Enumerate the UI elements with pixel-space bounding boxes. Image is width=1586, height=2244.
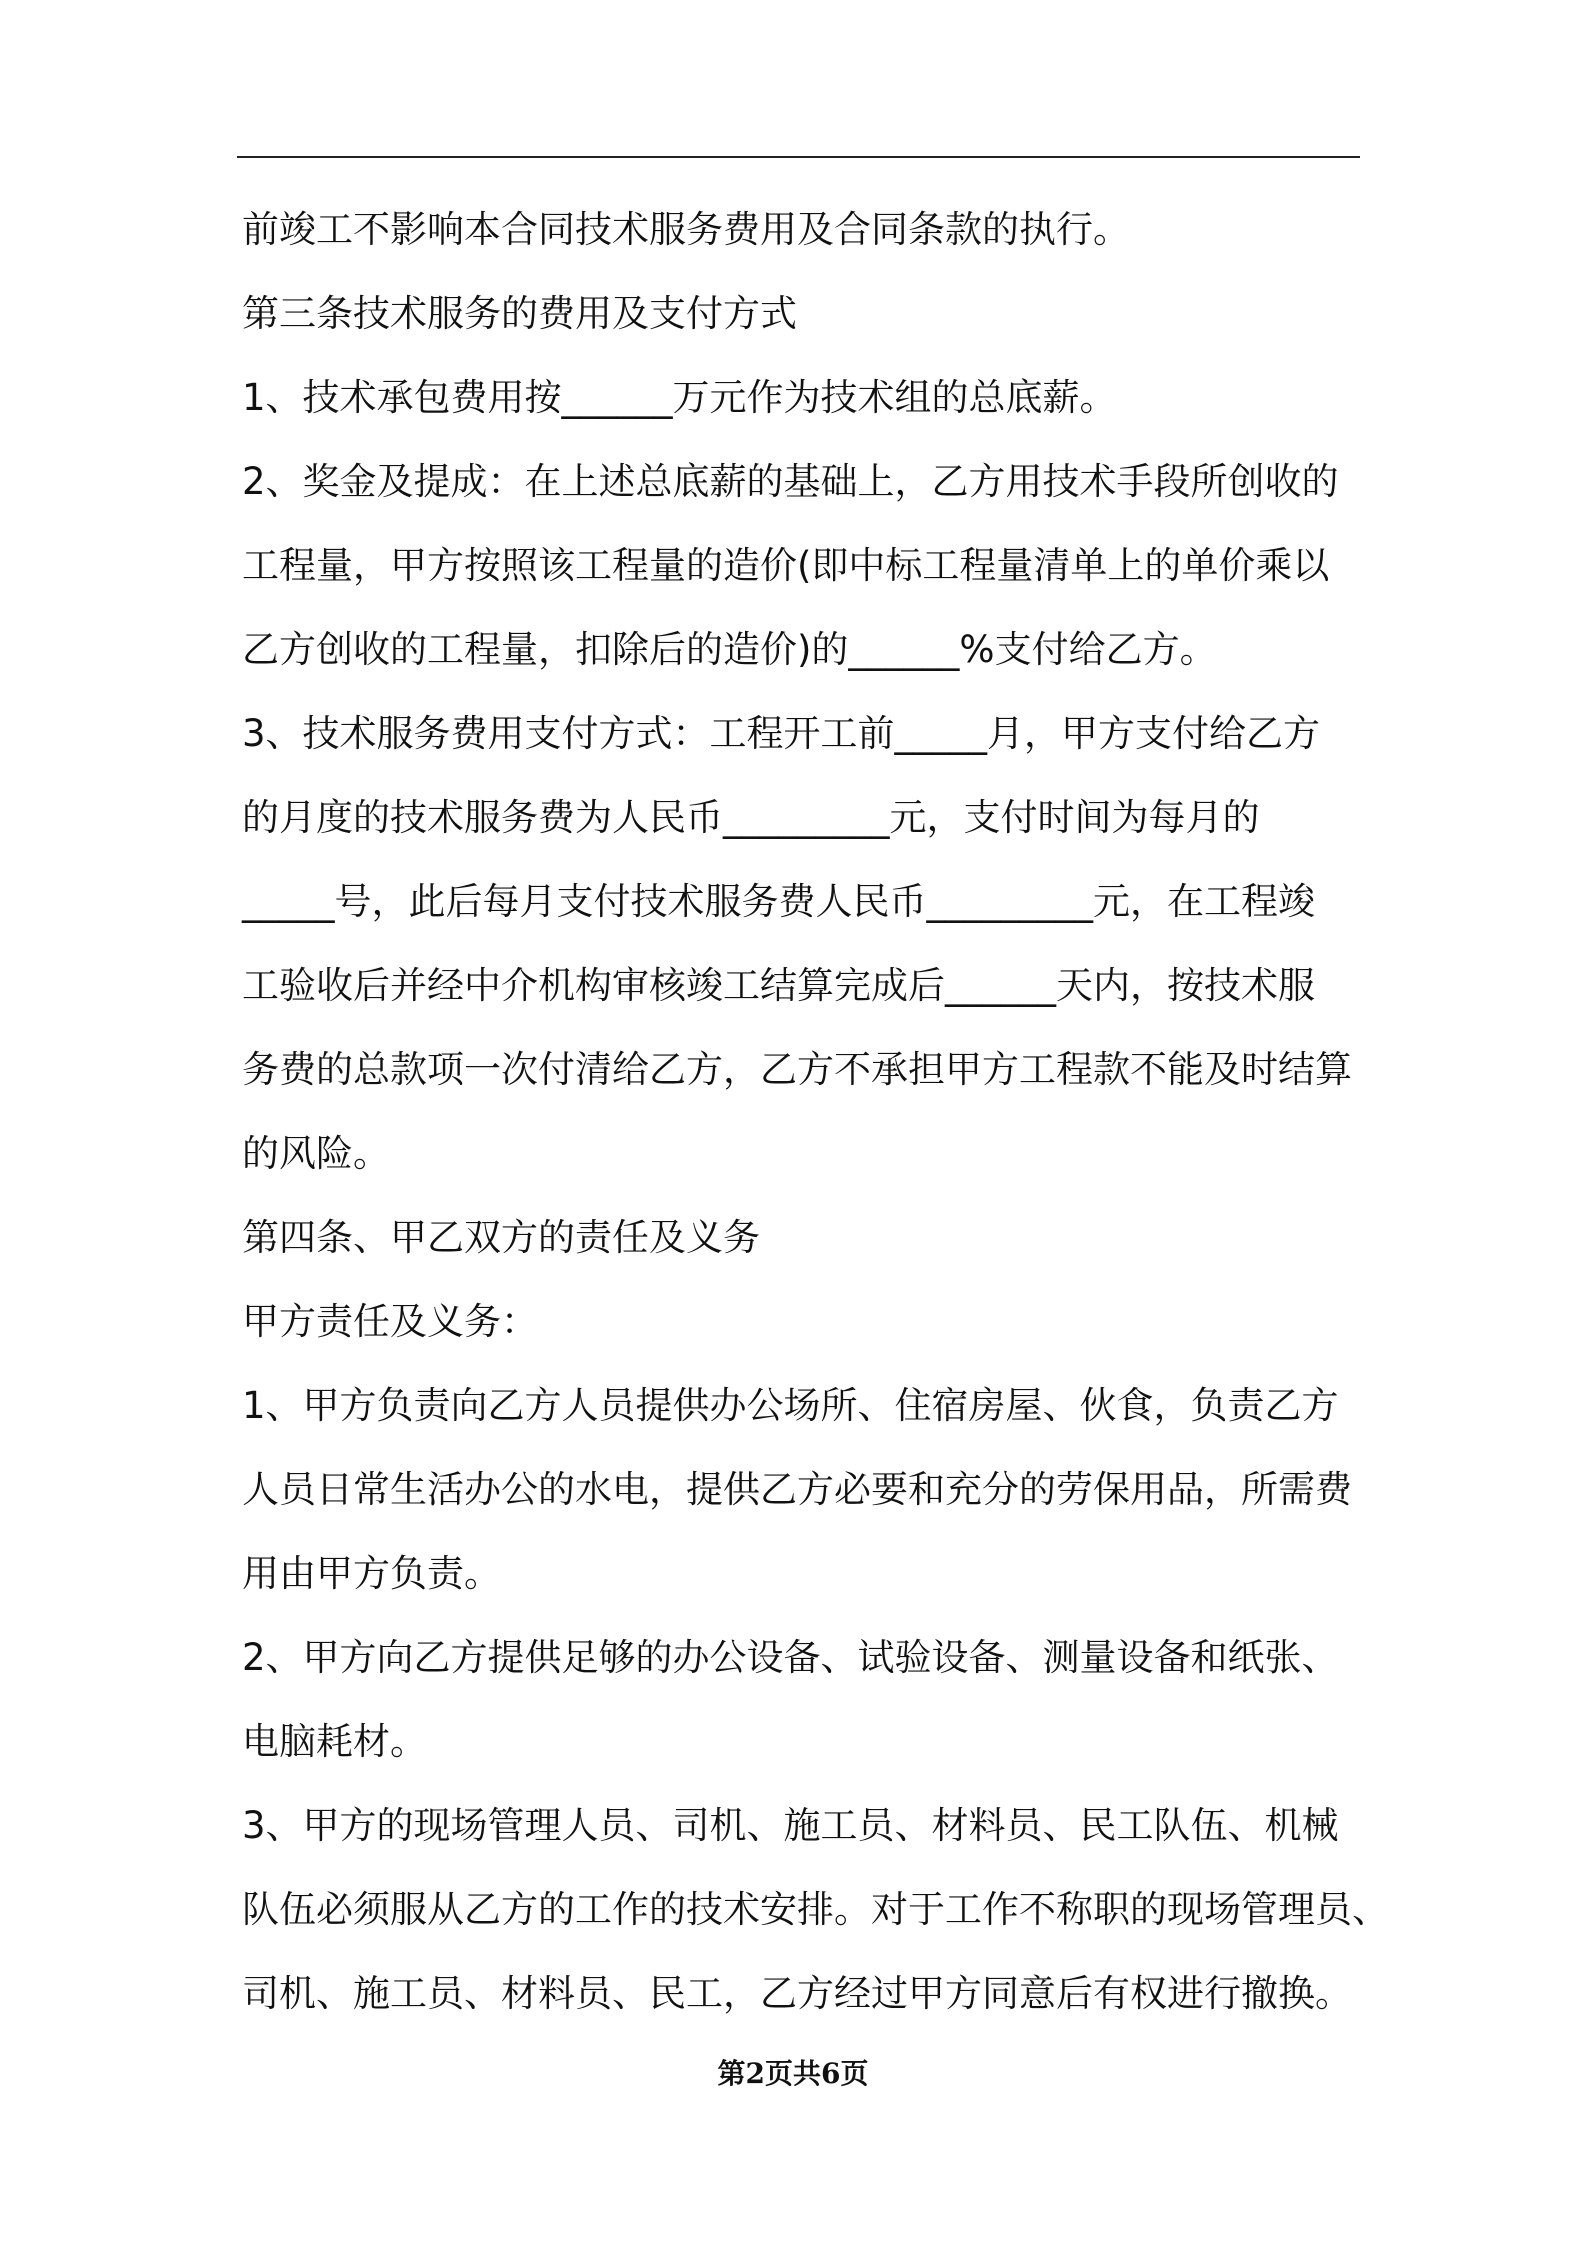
paragraph-line: 用由甲方负责。 [242, 1552, 501, 1595]
paragraph-line: 电脑耗材。 [242, 1720, 427, 1763]
document-body [242, 188, 1389, 2036]
header-rule [237, 156, 1360, 158]
paragraph-line: 工验收后并经中介机构审核竣工结算完成后______天内，按技术服 [242, 964, 1315, 1007]
paragraph-line: 2、甲方向乙方提供足够的办公设备、试验设备、测量设备和纸张、 [242, 1636, 1339, 1679]
page-number-footer: 第2页共6页 [717, 2057, 869, 2090]
paragraph-line: 的月度的技术服务费为人民币_________元，支付时间为每月的 [242, 796, 1260, 839]
paragraph-line: 前竣工不影响本合同技术服务费用及合同条款的执行。 [242, 208, 1130, 251]
subsection-heading: 甲方责任及义务： [242, 1300, 538, 1343]
paragraph-line: 2、奖金及提成：在上述总底薪的基础上，乙方用技术手段所创收的 [242, 460, 1339, 503]
paragraph-line: _____号，此后每月支付技术服务费人民币_________元，在工程竣 [242, 880, 1315, 923]
paragraph-line: 1、技术承包费用按______万元作为技术组的总底薪。 [242, 376, 1117, 419]
paragraph-line: 3、技术服务费用支付方式：工程开工前_____月，甲方支付给乙方 [242, 712, 1321, 755]
paragraph-line: 1、甲方负责向乙方人员提供办公场所、住宿房屋、伙食，负责乙方 [242, 1384, 1339, 1427]
paragraph-line: 队伍必须服从乙方的工作的技术安排。对于工作不称职的现场管理员、 [242, 1888, 1389, 1931]
paragraph-line: 务费的总款项一次付清给乙方，乙方不承担甲方工程款不能及时结算 [242, 1048, 1352, 1091]
section-heading: 第三条技术服务的费用及支付方式 [242, 292, 797, 335]
paragraph-line: 工程量，甲方按照该工程量的造价(即中标工程量清单上的单价乘以 [242, 544, 1330, 587]
paragraph-line: 的风险。 [242, 1132, 390, 1175]
paragraph-line: 司机、施工员、材料员、民工，乙方经过甲方同意后有权进行撤换。 [242, 1972, 1352, 2015]
paragraph-line: 乙方创收的工程量，扣除后的造价)的______%支付给乙方。 [242, 628, 1217, 671]
section-heading: 第四条、甲乙双方的责任及义务 [242, 1216, 760, 1259]
paragraph-line: 人员日常生活办公的水电，提供乙方必要和充分的劳保用品，所需费 [242, 1468, 1352, 1511]
paragraph-line: 3、甲方的现场管理人员、司机、施工员、材料员、民工队伍、机械 [242, 1804, 1339, 1847]
